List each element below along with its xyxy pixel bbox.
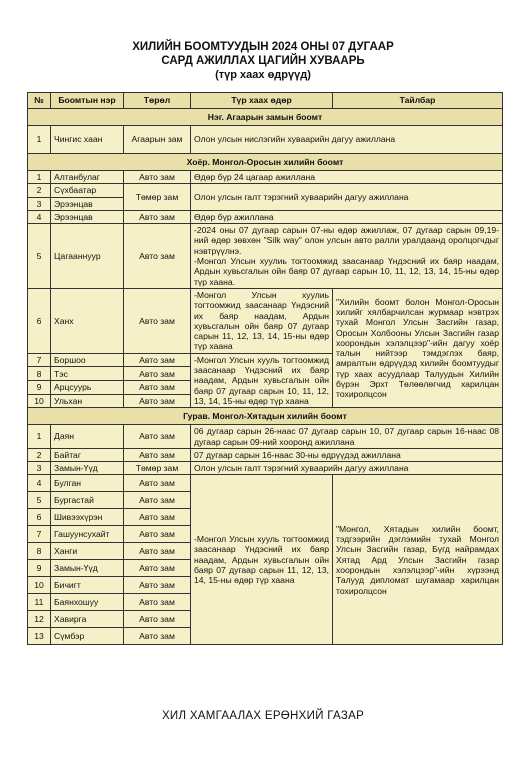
schedule-table (27, 92, 503, 645)
table-row: 9 Арцсуурь Авто зам (28, 380, 503, 394)
title-line-3: (түр хаах өдрүүд) (215, 69, 311, 81)
section-russia: Хоёр. Монгол-Оросын хилийн боомт (28, 154, 503, 171)
table-row: 11 Баянхошуу Авто зам (28, 594, 503, 611)
table-row: 12 Хавирга Авто зам (28, 611, 503, 628)
table-row: 6 Ханх Авто зам -Монгол Улсын хуулиь тогтоомжид заасанаар Үндэсний их баяр наадам, Ардын хувьсгалын ойн баяр 07 дугаар сарын 11, 12, 13, 14, 15-ны өдөр түр хаана "Хилийн боомт болон Монгол-Оросын хилийг хялбарчилсан журмаар нэвтрэх тухай Монгол Улсын Засгийн газар, Оросын Холбооны Улсын Засгийн газар хоорондын хэлэлцээр"-ийн дагуу хоёр талын нийтээр тэмдэглэх баяр, амралтын өдрүүдэд хилийн боомтуудыг түр хаах асуудлаар Талуудын Хилийн бүрэн Эрхт Төлөөлөгчид харилцан тохиролцсон (28, 288, 503, 353)
table-row: 2 Сүхбаатар Төмөр зам Олон улсын галт тэрэгний хуваарийн дагуу ажиллана (28, 184, 503, 197)
header-row (28, 93, 503, 109)
table-row: 13 Сүмбэр Авто зам (28, 628, 503, 645)
table-row: 4 Булган Авто зам -Монгол Улсын хууль тогтоомжид заасанаар Үндэсний их баяр наадам, Ардын хувьсгалын ойн баяр 07 дугаар сарын 11, 12, 13, 14, 15-ны өдөр түр хаана "Монгол, Хятадын хилийн боомт, тэдгээрийн дэглэмийн тухай Монгол Улсын Засгийн газар, Бүгд найрамдах Хятад Ард Улсын Засгийн газар хоорондын хэлэлцээр"-ийн хүрээнд Талууд дипломат шугамаар харилцан тохиролцсон (28, 475, 503, 492)
table-row: 4 Эрээнцав Авто зам Өдөр бүр ажиллана (28, 210, 503, 223)
footer-organization: ХИЛ ХАМГААЛАХ ЕРӨНХИЙ ГАЗАР (161, 710, 365, 722)
table-row: 1 Алтанбулаг Авто зам Өдөр бүр 24 цагаар ажиллана (28, 171, 503, 184)
table-row: 7 Гашуунсухайт Авто зам (28, 526, 503, 543)
note-china: "Монгол, Хятадын хилийн боомт, тэдгээрийн дэглэмийн тухай Монгол Улсын Засгийн газар, Бүгд найрамдах Хятад Ард Улсын Засгийн газар хоорондын хэлэлцээр"-ийн хүрээнд Талууд дипломат шугамаар харилцан тохиролцсон (333, 475, 503, 645)
table-row: 5 Цагааннуур Авто зам -2024 оны 07 дугаар сарын 07-ны өдөр ажиллаж, 07 дугаар сарын 09,19-ний өдөр зөвхөн "Silk way" олон улсын авто ралли уралдаанд оролцогчдыг нэвтрүүлнэ. -Монгол Улсын хуулиь тогтоомжид заасанаар Үндэсний их баяр наадам, Ардын хувьсгалын ойн баяр 07 дугаар сарын 10, 11, 12, 13, 14, 15-ны өдөр түр хаана. (28, 224, 503, 289)
table-row: 3 Замын-Үүд Төмөр зам Олон улсын галт тэрэгний хуваарийн дагуу ажиллана (28, 462, 503, 475)
table-row: 8 Тэс Авто зам (28, 367, 503, 381)
table-row: 9 Замын-Үүд Авто зам (28, 560, 503, 577)
table-row: 1 Чингис хаан Агаарын зам Олон улсын нислэгийн хуваарийн дагуу ажиллана (28, 126, 503, 154)
header-note: Тайлбар (333, 93, 503, 109)
header-type: Төрөл (124, 93, 191, 109)
table-row: 10 Ульхан Авто зам (28, 394, 503, 408)
table-row: 10 Бичигт Авто зам (28, 577, 503, 594)
title-line-1: ХИЛИЙН БООМТУУДЫН 2024 ОНЫ 07 ДУГААР (132, 41, 394, 53)
section-air: Нэг. Агаарын замын боомт (28, 109, 503, 126)
table-row: 7 Боршоо Авто зам -Монгол Улсын хууль тогтоомжид заасанаар Үндэсний их баяр наадам, Ардын хувьсгалын ойн баяр 07 дугаар сарын 10, 11, 12, 13, 14, 15-ны өдөр түр хаана (28, 353, 503, 367)
header-name: Боомтын нэр (51, 93, 124, 109)
table-row: 5 Бургастай Авто зам (28, 492, 503, 509)
table-row: 1 Даян Авто зам 06 дугаар сарын 26-наас 07 дугаар сарын 10, 07 дугаар сарын 16-наас 08 дугаар сарын 09-ний хооронд ажиллана (28, 425, 503, 449)
table-row: 8 Ханги Авто зам (28, 543, 503, 560)
section-china: Гурав. Монгол-Хятадын хилийн боомт (28, 408, 503, 425)
note-russia: "Хилийн боомт болон Монгол-Оросын хилийг хялбарчилсан журмаар нэвтрэх тухай Монгол Улсын Засгийн газар, Оросын Холбооны Улсын Засгийн газар хоорондын хэлэлцээр"-ийн дагуу хоёр талын нийтээр тэмдэглэх баяр, амралтын өдрүүдэд хилийн боомтуудыг түр хаах асуудлаар Талуудын Хилийн бүрэн Эрхт Төлөөлөгчид харилцан тохиролцсон (333, 288, 503, 407)
header-date: Түр хаах өдөр (191, 93, 333, 109)
table-row: 3 Эрээнцав (28, 197, 503, 210)
title-line-2: САРД АЖИЛЛАХ ЦАГИЙН ХУВААРЬ (161, 55, 365, 67)
table-row: 2 Байтаг Авто зам 07 дугаар сарын 16-наас 30-ны өдрүүдэд ажиллана (28, 448, 503, 461)
document-title (0, 40, 526, 82)
header-number: № (28, 93, 51, 109)
table-row: 6 Шивээхүрэн Авто зам (28, 509, 503, 526)
